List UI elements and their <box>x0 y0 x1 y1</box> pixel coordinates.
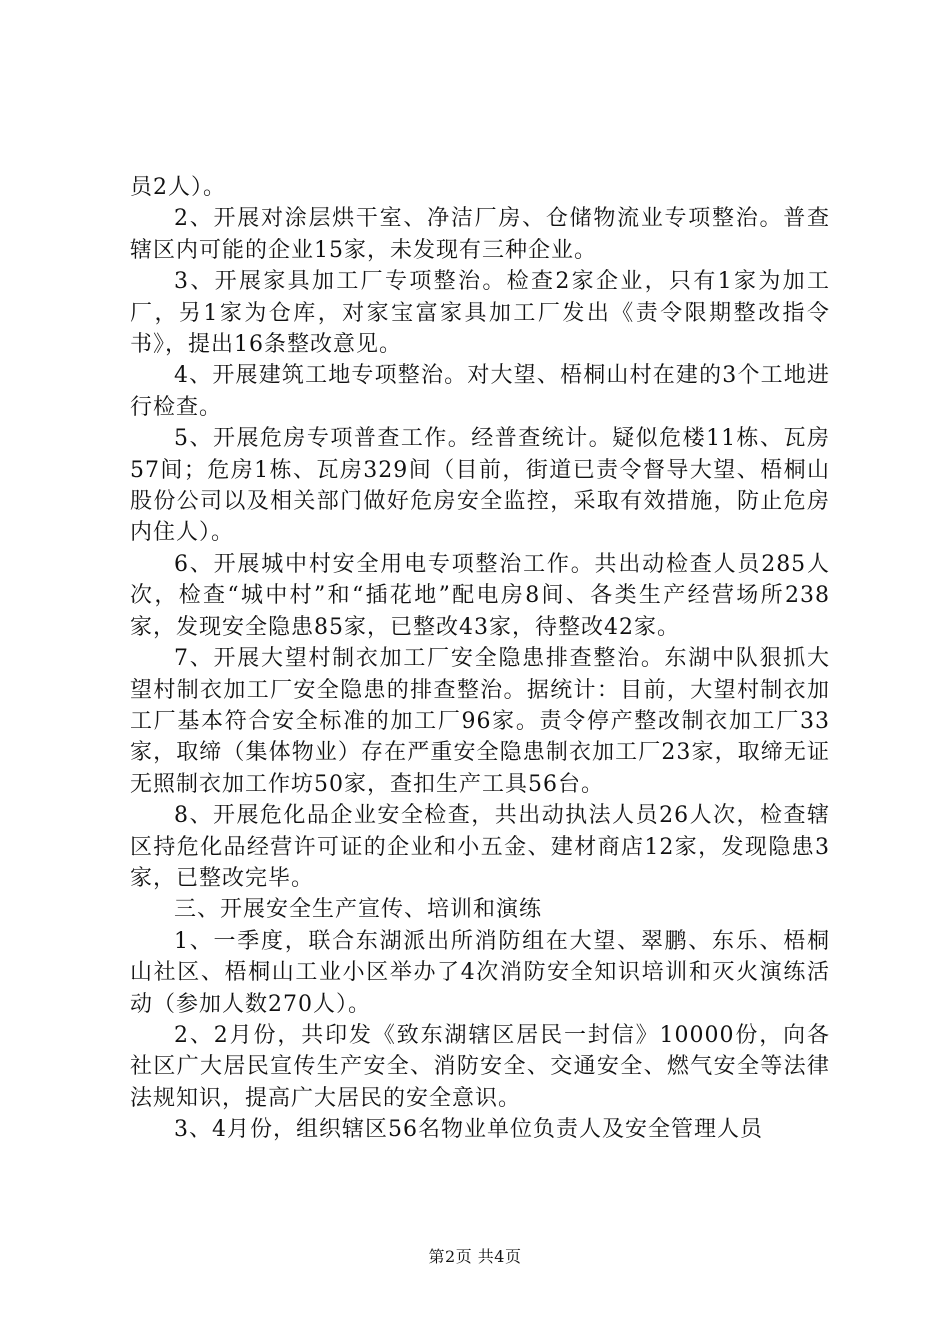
paragraph-item-8: 8、开展危化品企业安全检查，共出动执法人员26人次，检查辖区持危化品经营许可证的企业和小五金、建材商店12家，发现隐患3家，已整改完毕。 <box>130 803 830 891</box>
paragraph-continuation: 员2人）。 <box>130 175 226 200</box>
page-number-footer: 第2页 共4页 <box>428 1247 522 1266</box>
paragraph-item-5: 5、开展危房专项普查工作。经普查统计。疑似危楼11栋、瓦房57间；危房1栋、瓦房329间（目前，街道已责令督导大望、梧桐山股份公司以及相关部门做好危房安全监控，采取有效措施，防止危房内住人）。 <box>130 426 830 546</box>
section-heading: 三、开展安全生产宣传、培训和演练 <box>174 897 543 923</box>
paragraph-item-7: 7、开展大望村制衣加工厂安全隐患排查整治。东湖中队狠抓大望村制衣加工厂安全隐患的排查整治。据统计：目前，大望村制衣加工厂基本符合安全标准的加工厂96家。责令停产整改制衣加工厂33家，取缔（集体物业）存在严重安全隐患制衣加工厂23家，取缔无证无照制衣加工作坊50家，查扣生产工具56台。 <box>130 646 830 797</box>
paragraph-training-3: 3、4月份，组织辖区56名物业单位负责人及安全管理人员 <box>174 1117 763 1143</box>
paragraph-item-4: 4、开展建筑工地专项整治。对大望、梧桐山村在建的3个工地进行检查。 <box>130 363 830 420</box>
paragraph-training-1: 1、一季度，联合东湖派出所消防组在大望、翠鹏、东乐、梧桐山社区、梧桐山工业小区举办了4次消防安全知识培训和灭火演练活动（参加人数270人）。 <box>130 928 830 1017</box>
paragraph-training-2: 2、2月份，共印发《致东湖辖区居民一封信》10000份，向各社区广大居民宣传生产安全、消防安全、交通安全、燃气安全等法律法规知识，提高广大居民的安全意识。 <box>130 1022 830 1111</box>
paragraph-item-3: 3、开展家具加工厂专项整治。检查2家企业，只有1家为加工厂，另1家为仓库，对家宝富家具加工厂发出《责令限期整改指令书》，提出16条整改意见。 <box>130 269 830 358</box>
paragraph-item-2: 2、开展对涂层烘干室、净洁厂房、仓储物流业专项整治。普查辖区内可能的企业15家，未发现有三种企业。 <box>130 206 830 263</box>
document-body <box>130 172 830 1146</box>
paragraph-item-6: 6、开展城中村安全用电专项整治工作。共出动检查人员285人次，检查“城中村”和“插花地”配电房8间、各类生产经营场所238家，发现安全隐患85家，已整改43家，待整改42家。 <box>130 551 830 640</box>
